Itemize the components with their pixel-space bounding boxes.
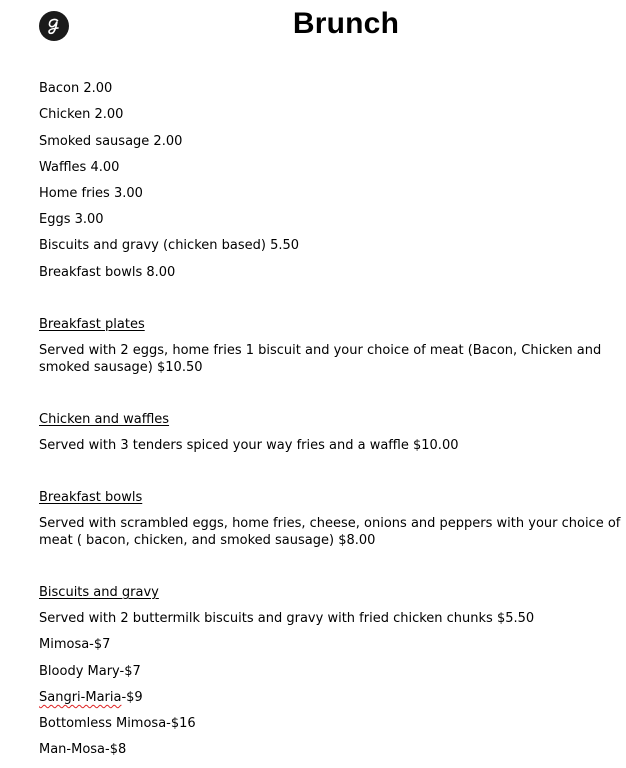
section-heading-biscuits-gravy: Biscuits and gravy	[39, 585, 159, 600]
section-description-breakfast-bowls: Served with scrambled eggs, home fries, cheese, onions and peppers with your choice of meat ( bacon, chicken, and smoked sausage) $8.00	[39, 516, 621, 548]
section-description-biscuits-gravy: Served with 2 buttermilk biscuits and gravy with fried chicken chunks $5.50	[39, 611, 535, 626]
drink-price-sangri-maria: -$9	[121, 690, 143, 705]
section-heading-chicken-waffles: Chicken and waffles	[39, 412, 170, 427]
menu-item-home-fries: Home fries 3.00	[39, 186, 143, 201]
menu-item-smoked-sausage: Smoked sausage 2.00	[39, 134, 183, 149]
drink-item-bloody-mary: Bloody Mary-$7	[39, 664, 141, 679]
drink-name-sangri-maria: Sangri-Maria	[39, 690, 122, 705]
drink-item-sangri-maria	[39, 689, 622, 706]
menu-item-chicken: Chicken 2.00	[39, 107, 124, 122]
section-description-chicken-waffles: Served with 3 tenders spiced your way fries and a waffle $10.00	[39, 438, 459, 453]
menu-item-waffles: Waffles 4.00	[39, 160, 120, 175]
section-heading-breakfast-plates: Breakfast plates	[39, 317, 145, 332]
menu-item-bacon: Bacon 2.00	[39, 81, 113, 96]
menu-item-biscuits-gravy: Biscuits and gravy (chicken based) 5.50	[39, 238, 300, 253]
section-heading-breakfast-bowls: Breakfast bowls	[39, 490, 143, 505]
section-description-breakfast-plates: Served with 2 eggs, home fries 1 biscuit and your choice of meat (Bacon, Chicken and smoked sausage) $10.50	[39, 343, 602, 375]
menu-item-breakfast-bowls: Breakfast bowls 8.00	[39, 265, 176, 280]
page-title: Brunch	[292, 7, 400, 40]
drink-item-man-mosa: Man-Mosa-$8	[39, 742, 127, 757]
menu-item-eggs: Eggs 3.00	[39, 212, 104, 227]
drink-item-bottomless-mimosa: Bottomless Mimosa-$16	[39, 716, 196, 731]
drink-item-mimosa: Mimosa-$7	[39, 637, 111, 652]
